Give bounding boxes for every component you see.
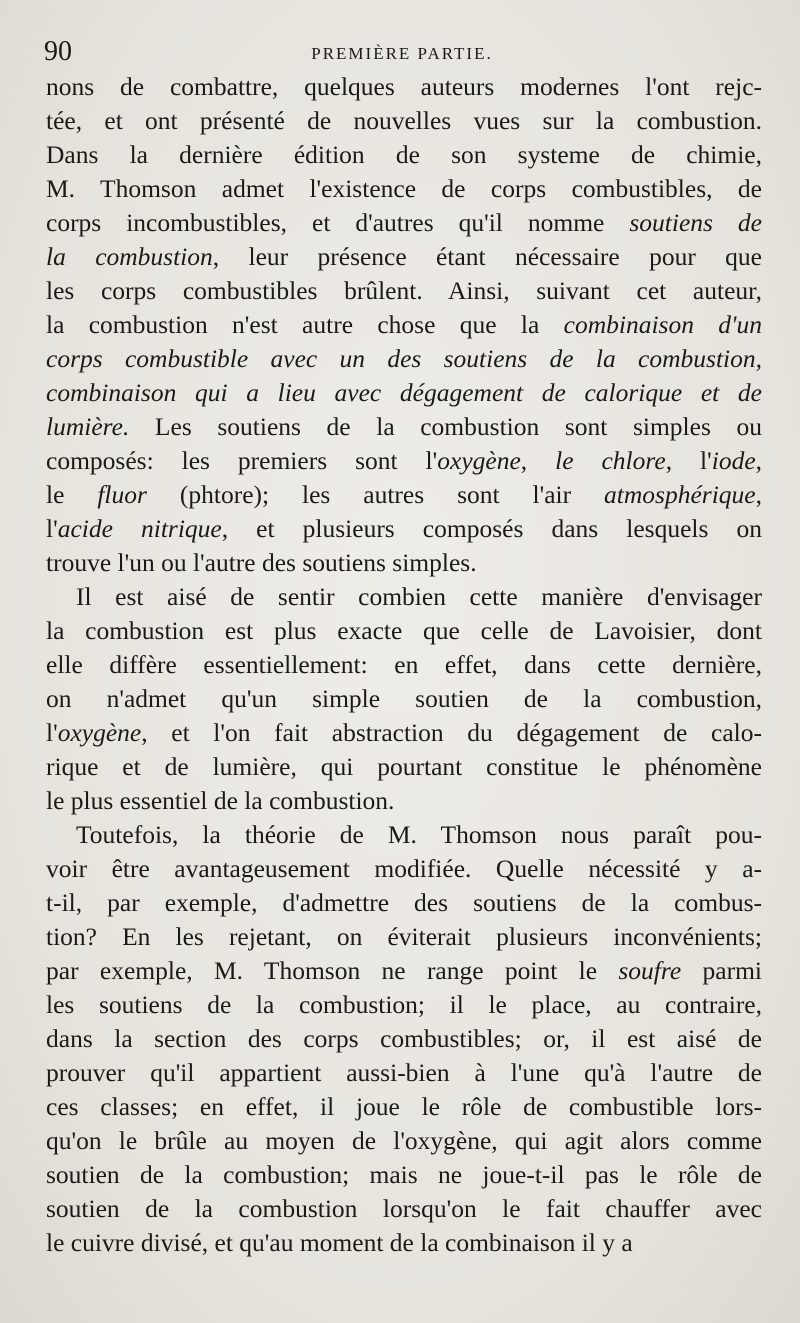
text-line	[46, 920, 762, 954]
text-line	[46, 580, 762, 614]
text-segment: , leur présence étant nécessaire pour que	[212, 242, 762, 271]
text-line	[46, 172, 762, 206]
text-segment: dans la section des corps combustibles; or, il est aisé de	[46, 1024, 762, 1053]
text-segment: ces classes; en effet, il joue le rôle de combustible lors-	[46, 1092, 762, 1121]
text-line	[46, 206, 762, 240]
text-segment: (phtore); les autres sont l'air	[146, 480, 605, 509]
text-line	[46, 70, 762, 104]
italic-text-segment: oxygène	[437, 446, 521, 475]
text-line	[46, 886, 762, 920]
italic-text-segment: fluor	[97, 480, 147, 509]
italic-text-segment: lumière.	[46, 412, 130, 441]
text-line	[46, 614, 762, 648]
text-line	[46, 478, 762, 512]
text-segment: on n'admet qu'un simple soutien de la combustion,	[46, 684, 762, 713]
italic-text-segment: corps combustible avec un des soutiens de la combustion,	[46, 344, 762, 373]
text-segment: prouver qu'il appartient aussi-bien à l'une qu'à l'autre de	[46, 1058, 762, 1087]
text-segment: voir être avantageusement modifiée. Quelle nécessité y a-	[46, 854, 762, 883]
text-segment: , et l'on fait abstraction du dégagement de calo-	[141, 718, 762, 747]
text-line	[46, 240, 762, 274]
text-line	[46, 784, 762, 818]
text-line	[46, 104, 762, 138]
text-line	[46, 274, 762, 308]
text-segment: par exemple, M. Thomson ne range point le	[46, 956, 619, 985]
text-segment: le plus essentiel de la combustion.	[46, 786, 395, 815]
text-line	[46, 138, 762, 172]
text-line	[46, 716, 762, 750]
text-line	[46, 1124, 762, 1158]
text-segment: les soutiens de la combustion; il le place, au contraire,	[46, 990, 762, 1019]
text-segment: ,	[520, 446, 556, 475]
text-line	[46, 682, 762, 716]
text-line	[46, 512, 762, 546]
text-segment: rique et de lumière, qui pourtant constitue le phénomène	[46, 752, 762, 781]
running-title: PREMIÈRE PARTIE.	[311, 44, 493, 63]
italic-text-segment: la combustion	[46, 242, 213, 271]
text-segment: la combustion n'est autre chose que la	[46, 310, 564, 339]
text-line	[46, 852, 762, 886]
page-number: 90	[44, 36, 72, 67]
italic-text-segment: le chlore	[555, 446, 666, 475]
body-text	[46, 70, 762, 1260]
italic-text-segment: iode	[711, 446, 756, 475]
text-segment: ,	[755, 446, 762, 475]
text-segment: elle diffère essentiellement: en effet, dans cette dernière,	[46, 650, 762, 679]
text-line	[46, 308, 762, 342]
text-line	[46, 546, 762, 580]
text-segment: ,	[755, 480, 762, 509]
text-line	[46, 648, 762, 682]
text-segment: le cuivre divisé, et qu'au moment de la combinaison il y a	[46, 1228, 633, 1257]
text-line	[46, 1022, 762, 1056]
text-line	[46, 444, 762, 478]
text-line	[46, 1192, 762, 1226]
text-segment: corps incombustibles, et d'autres qu'il nomme	[46, 208, 630, 237]
text-segment: soutien de la combustion; mais ne joue-t-il pas le rôle de	[46, 1160, 762, 1189]
italic-text-segment: atmosphérique	[604, 480, 756, 509]
text-segment: les corps combustibles brûlent. Ainsi, suivant cet auteur,	[46, 276, 762, 305]
text-segment: tion? En les rejetant, on éviterait plusieurs inconvénients;	[46, 922, 762, 951]
text-line	[46, 818, 762, 852]
text-line	[46, 1090, 762, 1124]
text-segment: l'	[46, 718, 58, 747]
text-segment: soutien de la combustion lorsqu'on le fait chauffer avec	[46, 1194, 762, 1223]
text-segment: qu'on le brûle au moyen de l'oxygène, qui agit alors comme	[46, 1126, 762, 1155]
text-segment: M. Thomson admet l'existence de corps combustibles, de	[46, 174, 762, 203]
text-segment: , et plusieurs composés dans lesquels on	[221, 514, 762, 543]
italic-text-segment: acide nitrique	[57, 514, 222, 543]
text-segment: tée, et ont présenté de nouvelles vues sur la combustion.	[46, 106, 762, 135]
page-header	[44, 36, 760, 70]
italic-text-segment: combinaison d'un	[563, 310, 762, 339]
italic-text-segment: oxygène	[57, 718, 142, 747]
text-line	[46, 954, 762, 988]
text-line	[46, 988, 762, 1022]
text-segment: l'	[46, 514, 58, 543]
text-line	[46, 1056, 762, 1090]
text-line	[46, 750, 762, 784]
italic-text-segment: soutiens de	[629, 208, 762, 237]
text-segment: t-il, par exemple, d'admettre des soutiens de la combus-	[46, 888, 762, 917]
text-segment: Les soutiens de la combustion sont simples ou	[129, 412, 762, 441]
text-line	[46, 1226, 762, 1260]
text-segment: composés: les premiers sont l'	[46, 446, 438, 475]
text-segment: trouve l'un ou l'autre des soutiens simples.	[46, 548, 477, 577]
text-line	[46, 342, 762, 376]
text-line	[46, 1158, 762, 1192]
italic-text-segment: combinaison qui a lieu avec dégagement de calorique et de	[46, 378, 762, 407]
text-segment: , l'	[665, 446, 712, 475]
text-segment: parmi	[681, 956, 762, 985]
text-segment: la combustion est plus exacte que celle de Lavoisier, dont	[46, 616, 762, 645]
text-segment: nons de combattre, quelques auteurs modernes l'ont rejc-	[46, 72, 762, 101]
text-segment: Dans la dernière édition de son systeme de chimie,	[46, 140, 762, 169]
text-segment: Toutefois, la théorie de M. Thomson nous paraît pou-	[76, 820, 762, 849]
text-line	[46, 410, 762, 444]
italic-text-segment: soufre	[618, 956, 682, 985]
text-segment: Il est aisé de sentir combien cette manière d'envisager	[76, 582, 762, 611]
text-segment: le	[46, 480, 98, 509]
text-line	[46, 376, 762, 410]
